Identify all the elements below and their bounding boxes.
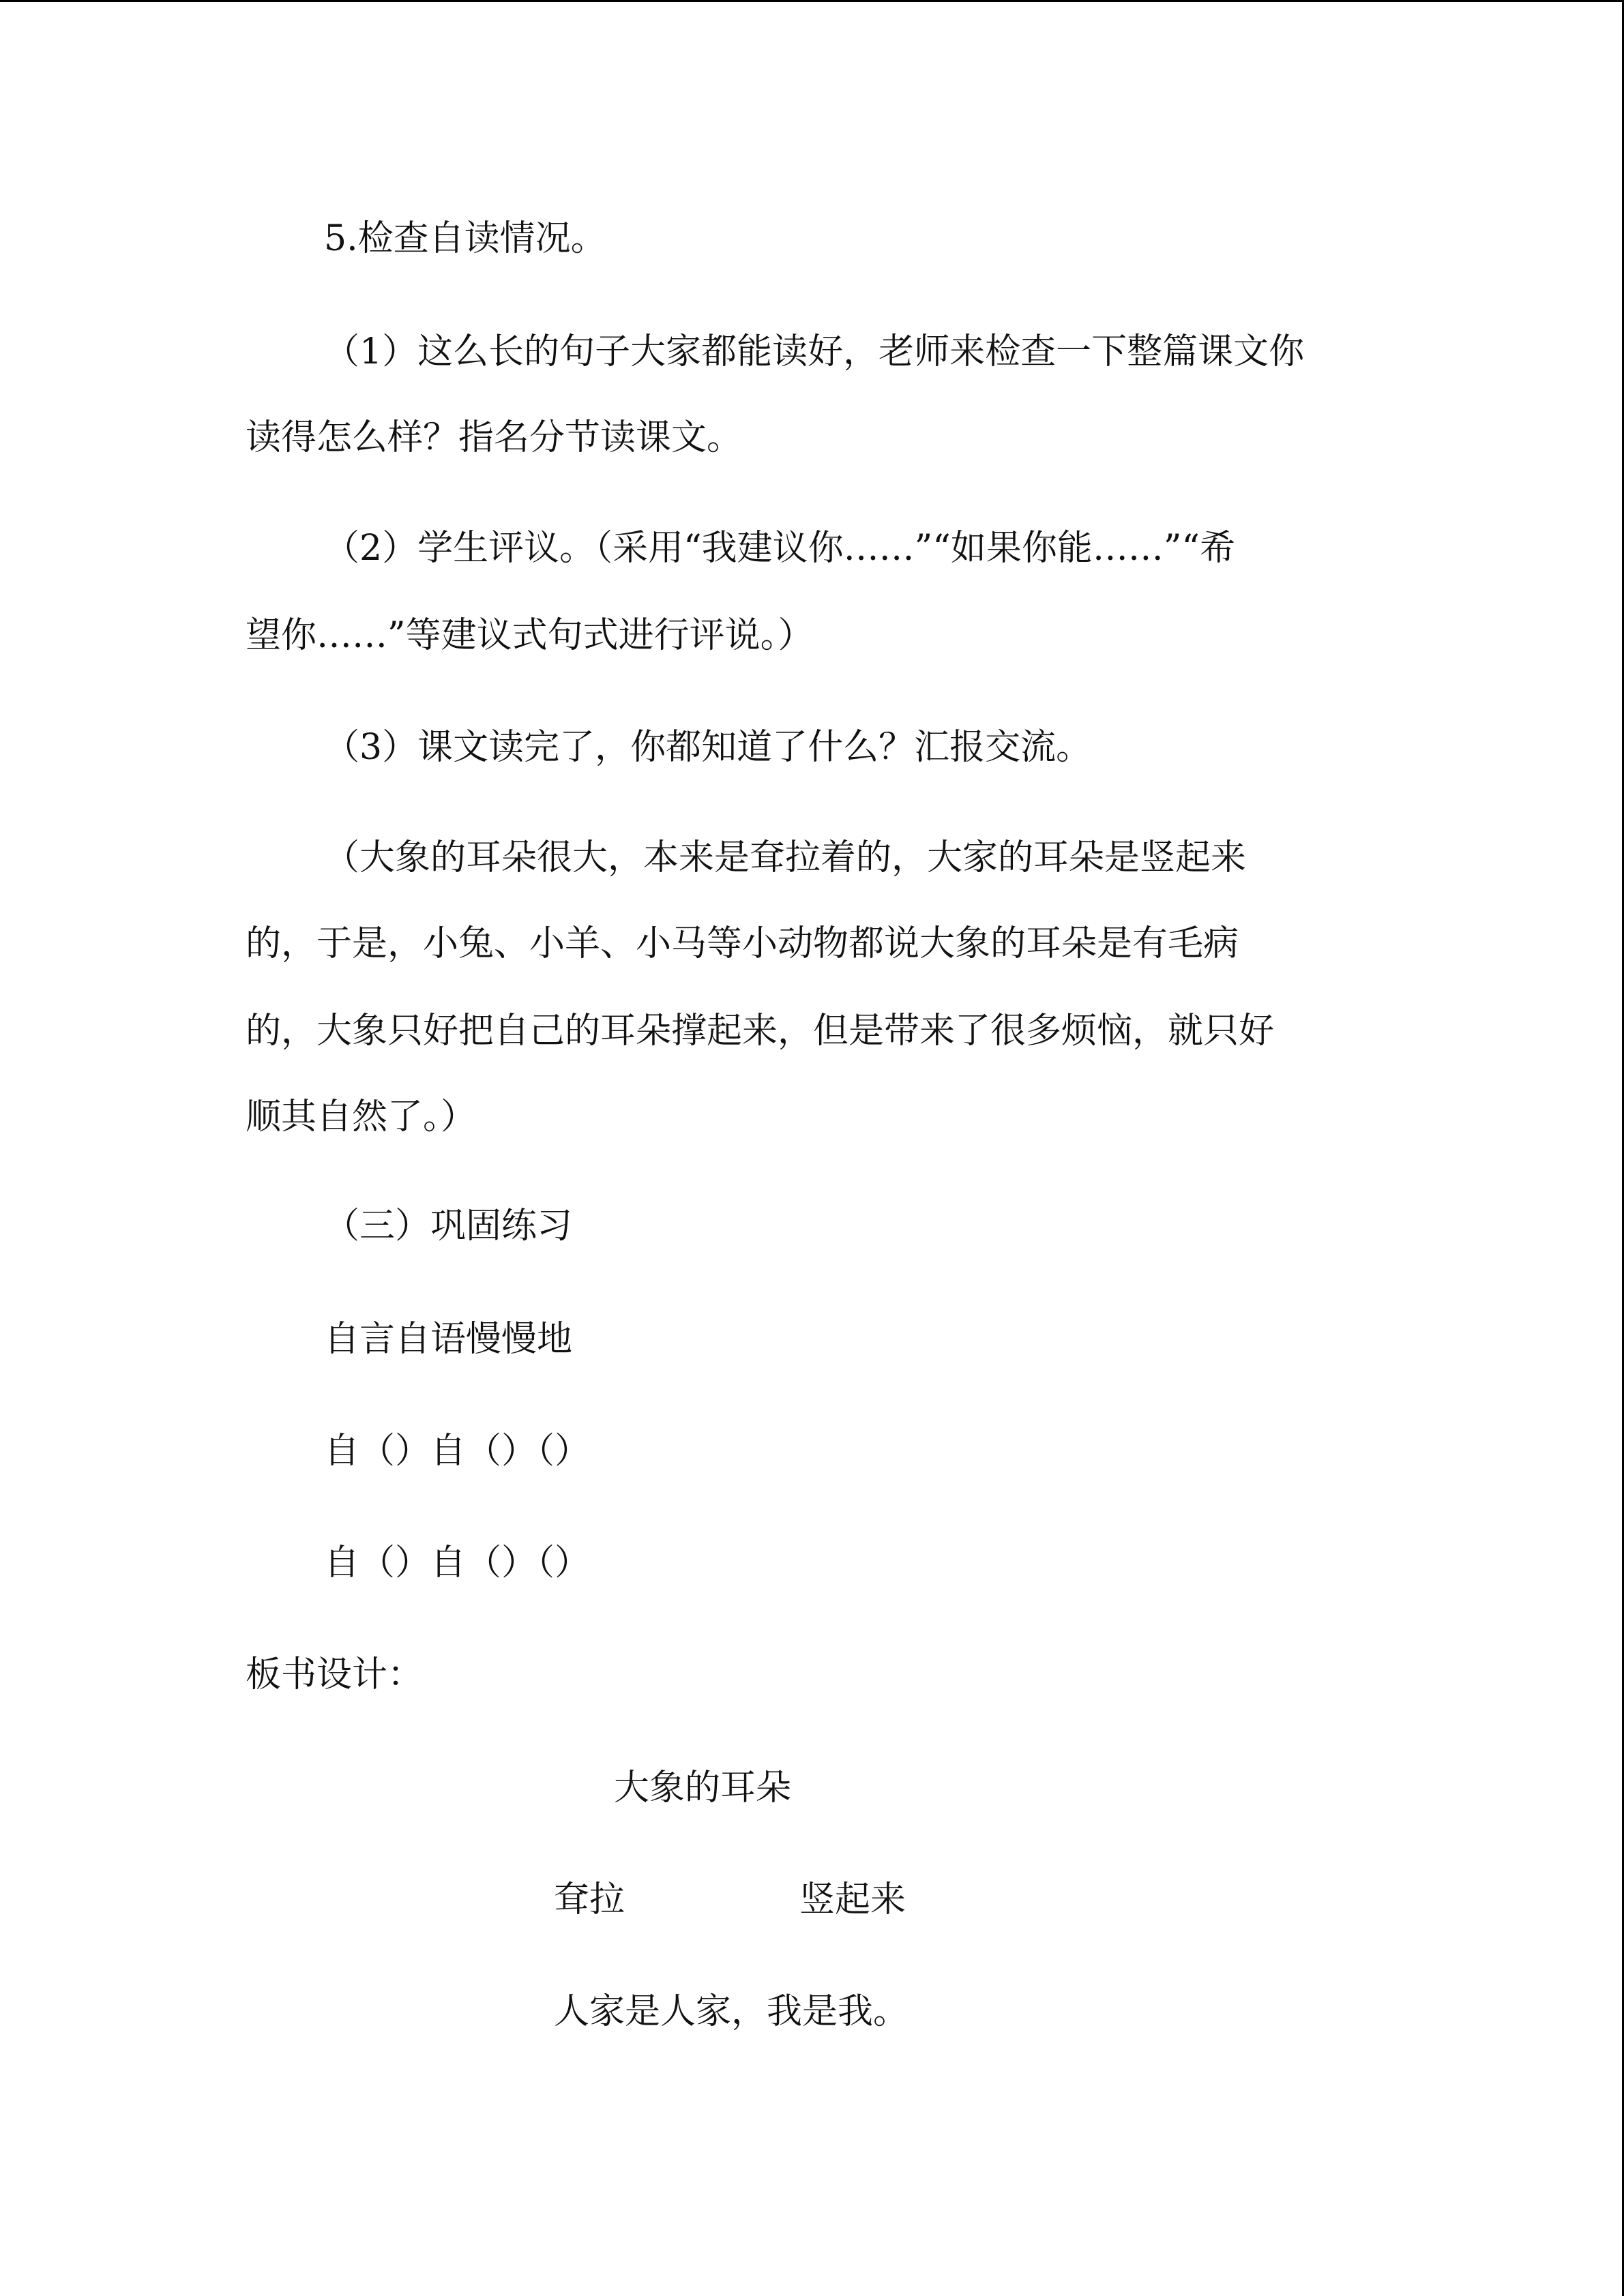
practice-words: 自言自语慢慢地 — [324, 1319, 573, 1360]
page-border-top — [0, 0, 1624, 2]
practice-blank-1: 自（）自（）（） — [324, 1431, 591, 1472]
summary-line-1: （大象的耳朵很大，本来是耷拉着的，大家的耳朵是竖起来 — [324, 837, 1247, 878]
board-word-right: 竖起来 — [799, 1879, 906, 1920]
item-2-line-2: 望你……”等建议式句式进行评说。） — [246, 615, 814, 656]
summary-line-2: 的，于是，小兔、小羊、小马等小动物都说大象的耳朵是有毛病 — [246, 923, 1239, 964]
summary-line-4: 顺其自然了。） — [246, 1097, 477, 1137]
item-3-line: （3）课文读完了，你都知道了什么？汇报交流。 — [324, 727, 1092, 768]
board-conclusion: 人家是人家，我是我。 — [554, 1991, 909, 2032]
item-1-line-2: 读得怎么样？指名分节读课文。 — [246, 417, 743, 458]
item-1-line-1: （1）这么长的句子大家都能读好，老师来检查一下整篇课文你 — [324, 331, 1305, 372]
practice-blank-2: 自（）自（）（） — [324, 1542, 591, 1583]
section-3-heading: （三）巩固练习 — [324, 1206, 573, 1247]
item-2-line-1: （2）学生评议。（采用“我建议你……”“如果你能……”“希 — [324, 528, 1236, 569]
board-word-left: 耷拉 — [554, 1879, 625, 1920]
summary-line-3: 的，大象只好把自己的耳朵撑起来，但是带来了很多烦恼，就只好 — [246, 1011, 1275, 1052]
board-title: 大象的耳朵 — [614, 1768, 792, 1808]
board-design-label: 板书设计： — [246, 1654, 424, 1695]
section-5-heading: 5.检查自读情况。 — [324, 218, 606, 259]
